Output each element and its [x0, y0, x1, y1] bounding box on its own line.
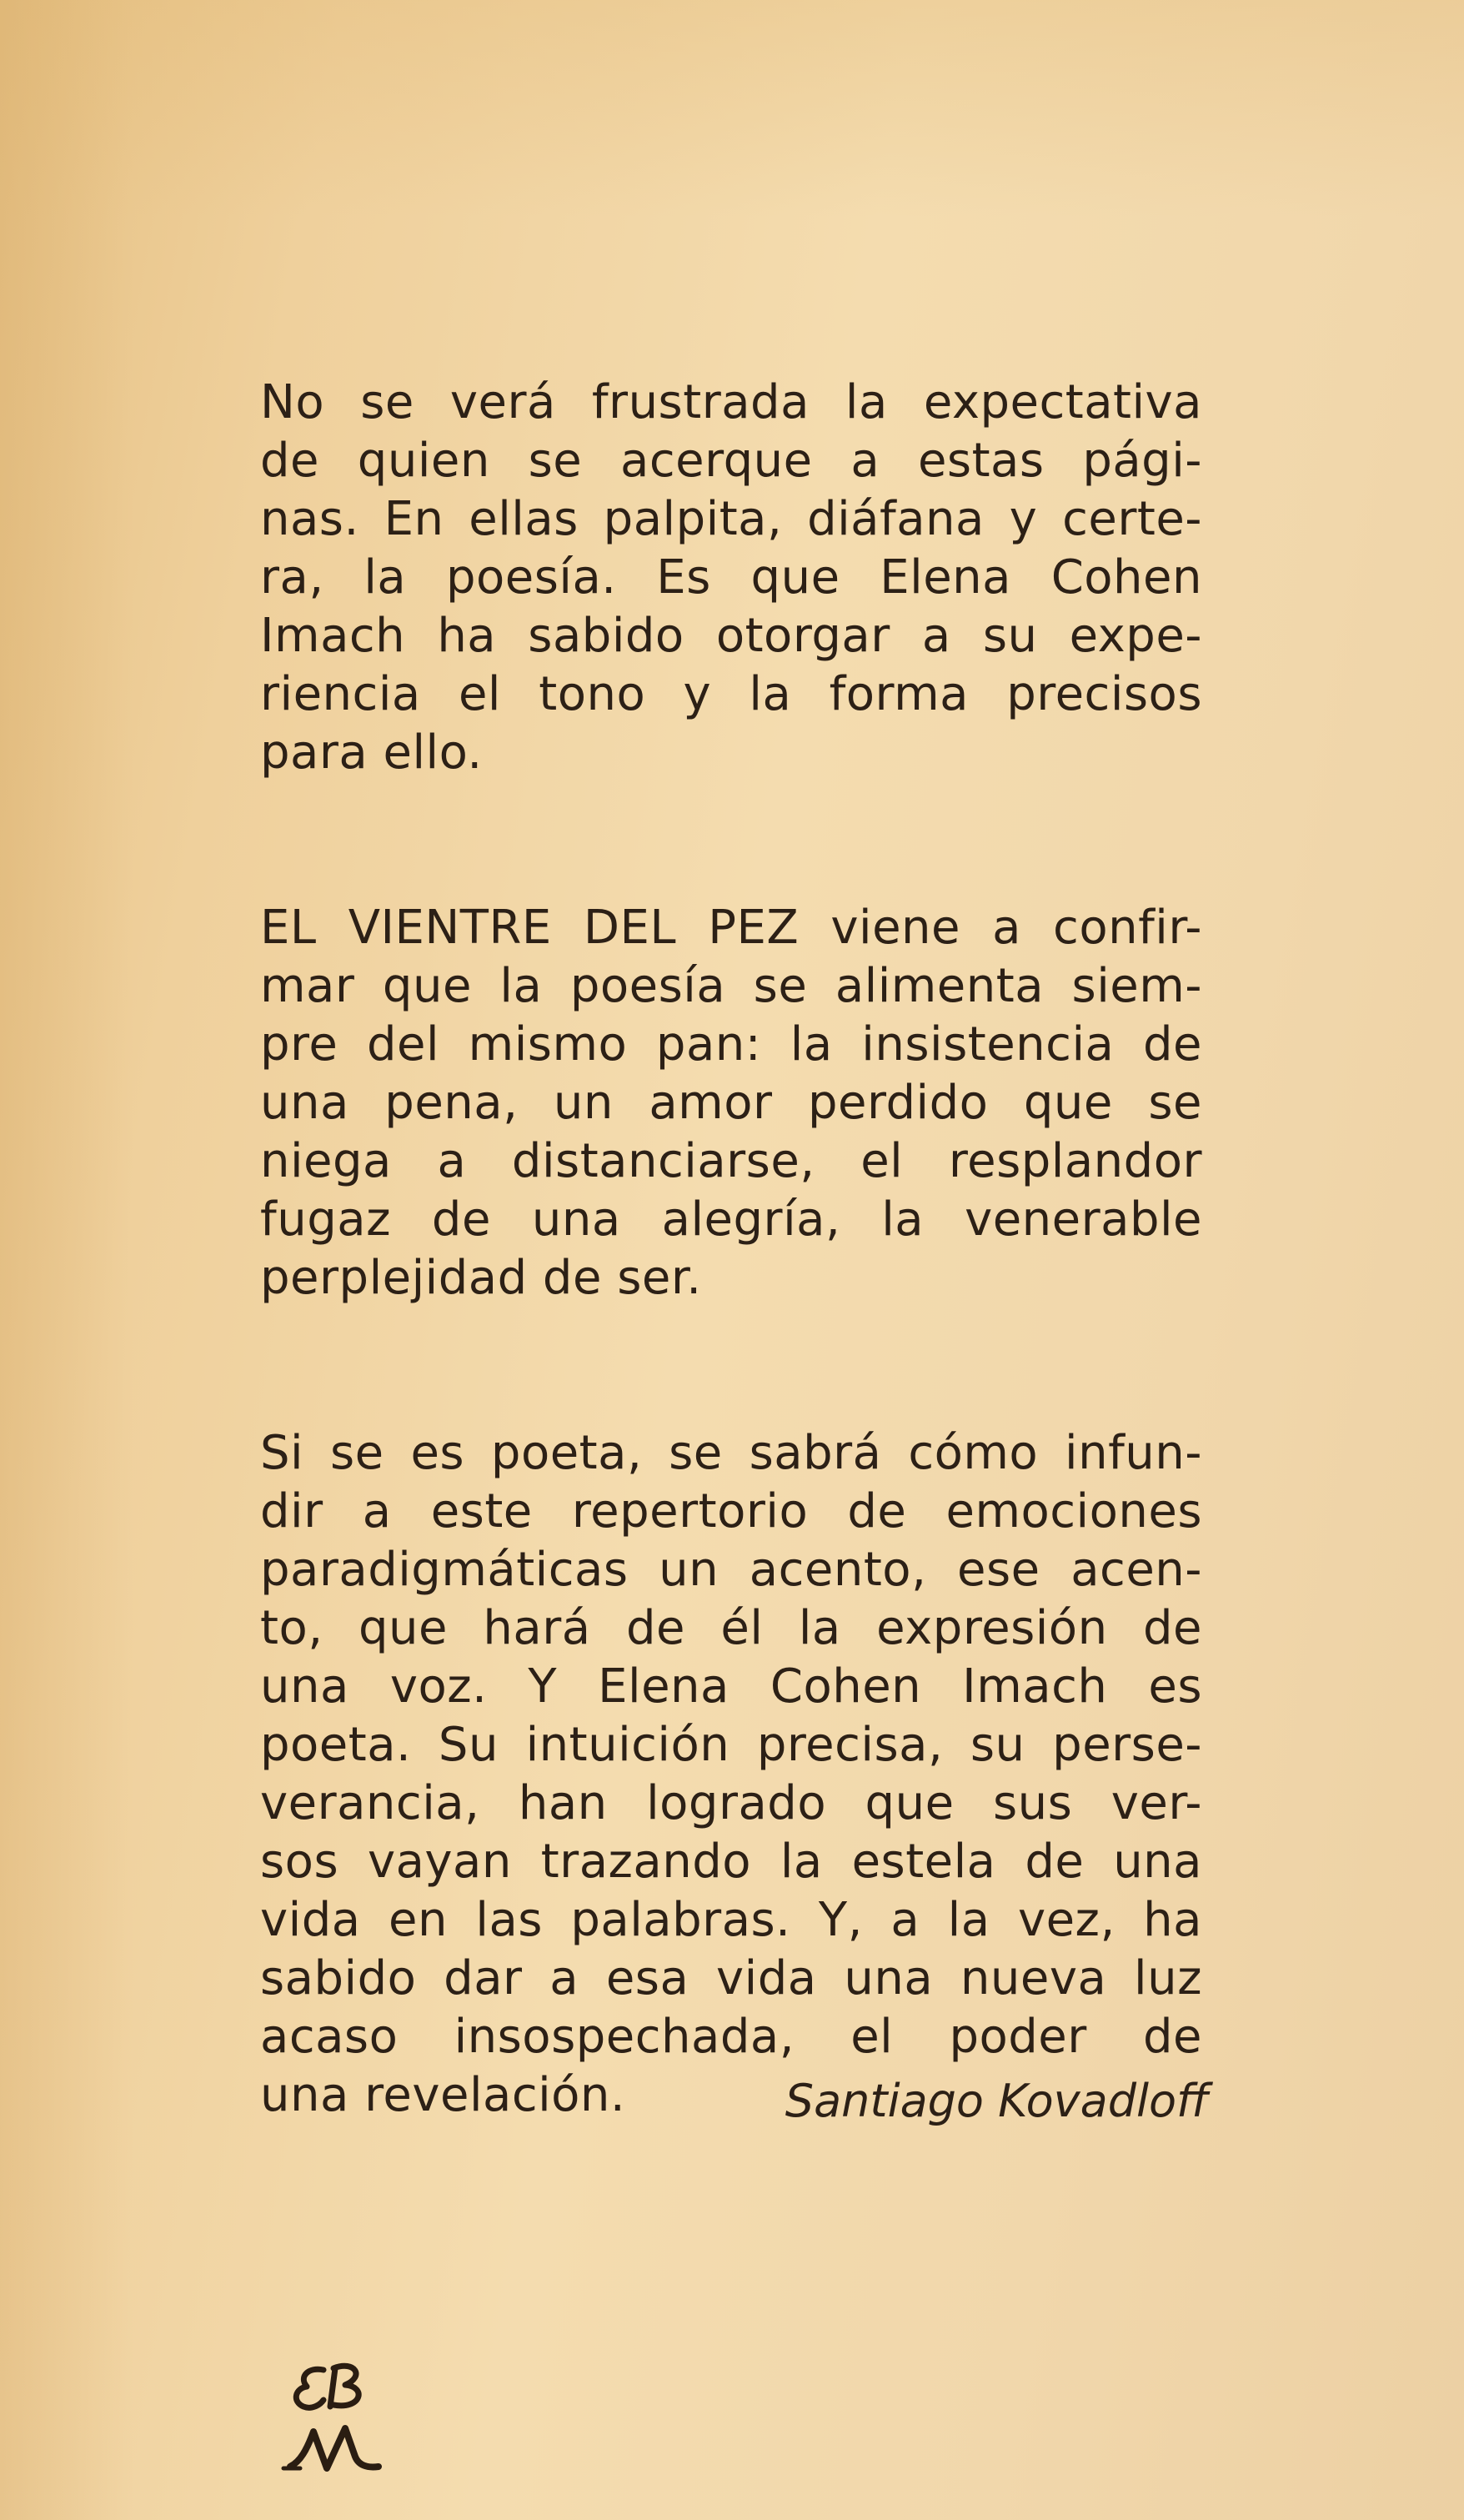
- text-line: de quien se acerque a estas pági-: [260, 434, 1202, 488]
- text-line: una pena, un amor perdido que se: [260, 1076, 1202, 1130]
- text-line: dir a este repertorio de emociones: [260, 1484, 1202, 1539]
- text-line: paradigmáticas un acento, ese acen-: [260, 1543, 1202, 1597]
- blurb-text: [260, 374, 1202, 2241]
- text-line: EL VIENTRE DEL PEZ viene a confir-: [260, 901, 1202, 955]
- text-line: una voz. Y Elena Cohen Imach es: [260, 1659, 1202, 1714]
- text-line: Imach ha sabido otorgar a su expe-: [260, 609, 1202, 663]
- text-line: una revelación.: [260, 2068, 626, 2122]
- text-line: poeta. Su intuición precisa, su perse-: [260, 1718, 1202, 1772]
- text-line: verancia, han logrado que sus ver-: [260, 1776, 1202, 1830]
- text-line: sabido dar a esa vida una nueva luz: [260, 1951, 1202, 2005]
- paragraph-3: [260, 1424, 1202, 2125]
- text-line: perplejidad de ser.: [260, 1251, 702, 1305]
- text-line: to, que hará de él la expresión de: [260, 1601, 1202, 1655]
- text-line: acaso insospechada, el poder de: [260, 2010, 1202, 2064]
- text-line: nas. En ellas palpita, diáfana y certe-: [260, 492, 1202, 546]
- author-signature: Santiago Kovadloff: [785, 2075, 1209, 2127]
- paragraph-1: [260, 374, 1202, 782]
- text-line: ra, la poesía. Es que Elena Cohen: [260, 550, 1202, 605]
- text-line: vida en las palabras. Y, a la vez, ha: [260, 1893, 1202, 1947]
- monogram-strokes: [283, 2366, 379, 2468]
- text-line: niega a distanciarse, el resplandor: [260, 1134, 1202, 1188]
- text-line: No se verá frustrada la expectativa: [260, 375, 1202, 429]
- publisher-monogram-icon: [275, 2352, 442, 2485]
- text-line: para ello.: [260, 725, 483, 780]
- text-line: sos vayan trazando la estela de una: [260, 1835, 1202, 1889]
- text-line: fugaz de una alegría, la venerable: [260, 1192, 1202, 1247]
- paper-shading: [0, 0, 1464, 217]
- paper-shading-left: [0, 0, 133, 2520]
- text-line: Si se es poeta, se sabrá cómo infun-: [260, 1426, 1202, 1480]
- text-line: pre del mismo pan: la insistencia de: [260, 1017, 1202, 1072]
- paragraph-2: [260, 899, 1202, 1308]
- text-line: riencia el tono y la forma precisos: [260, 667, 1202, 721]
- text-line: mar que la poesía se alimenta siem-: [260, 959, 1202, 1013]
